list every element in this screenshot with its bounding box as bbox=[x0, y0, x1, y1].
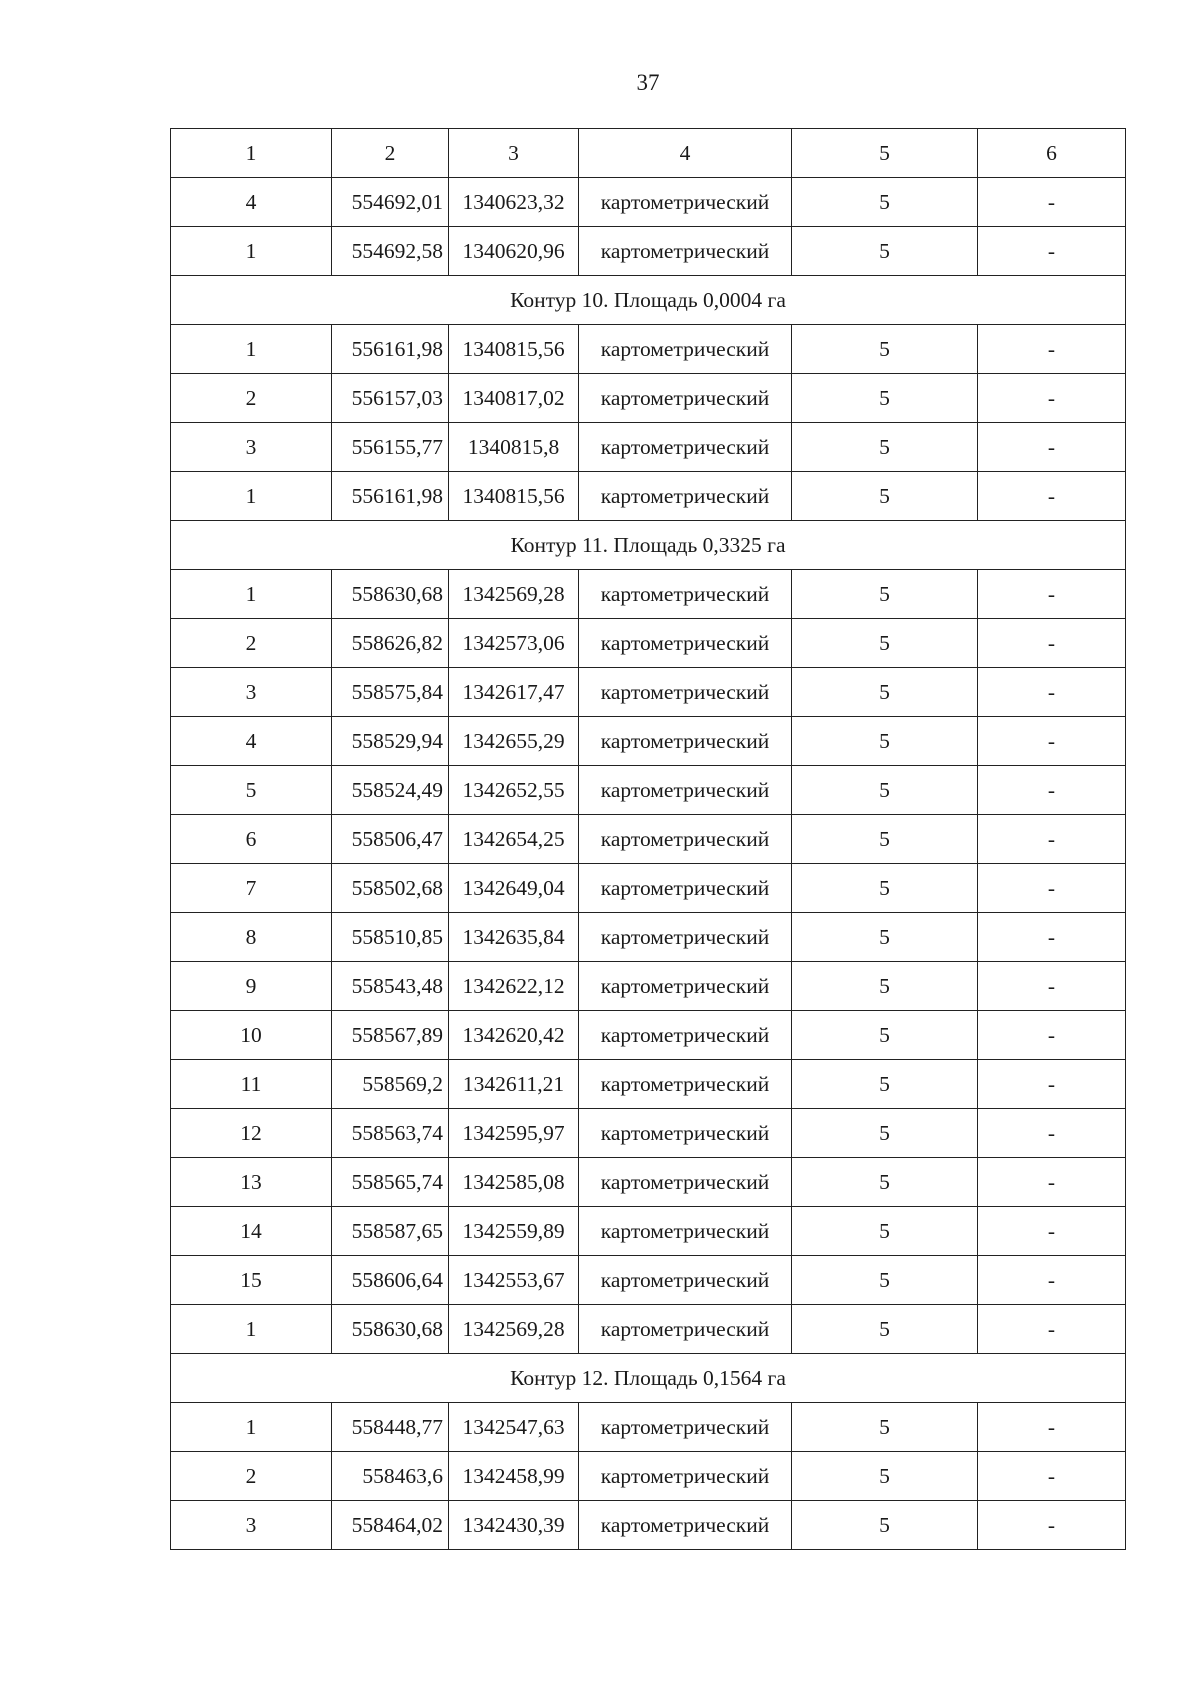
point-number-cell: 14 bbox=[171, 1207, 332, 1256]
method-cell: картометрический bbox=[579, 962, 792, 1011]
method-cell: картометрический bbox=[579, 1256, 792, 1305]
y-coordinate-cell: 1342652,55 bbox=[449, 766, 579, 815]
y-coordinate-cell: 1342620,42 bbox=[449, 1011, 579, 1060]
x-coordinate-cell: 558543,48 bbox=[332, 962, 449, 1011]
method-cell: картометрический bbox=[579, 815, 792, 864]
point-number-cell: 8 bbox=[171, 913, 332, 962]
point-number-cell: 2 bbox=[171, 374, 332, 423]
accuracy-cell: 5 bbox=[792, 619, 978, 668]
y-coordinate-cell: 1340620,96 bbox=[449, 227, 579, 276]
y-coordinate-cell: 1342622,12 bbox=[449, 962, 579, 1011]
table-row bbox=[171, 423, 1126, 472]
table-row bbox=[171, 1305, 1126, 1354]
contour-header-row bbox=[171, 521, 1126, 570]
accuracy-cell: 5 bbox=[792, 1305, 978, 1354]
x-coordinate-cell: 556157,03 bbox=[332, 374, 449, 423]
x-coordinate-cell: 558626,82 bbox=[332, 619, 449, 668]
x-coordinate-cell: 558510,85 bbox=[332, 913, 449, 962]
accuracy-cell: 5 bbox=[792, 423, 978, 472]
point-number-cell: 1 bbox=[171, 227, 332, 276]
point-number-cell: 1 bbox=[171, 472, 332, 521]
accuracy-cell: 5 bbox=[792, 1158, 978, 1207]
note-cell: - bbox=[978, 1403, 1126, 1452]
y-coordinate-cell: 1342585,08 bbox=[449, 1158, 579, 1207]
x-coordinate-cell: 558565,74 bbox=[332, 1158, 449, 1207]
table-row bbox=[171, 962, 1126, 1011]
header-cell-6: 6 bbox=[978, 129, 1126, 178]
point-number-cell: 1 bbox=[171, 1403, 332, 1452]
method-cell: картометрический bbox=[579, 374, 792, 423]
method-cell: картометрический bbox=[579, 423, 792, 472]
note-cell: - bbox=[978, 1305, 1126, 1354]
x-coordinate-cell: 558630,68 bbox=[332, 570, 449, 619]
table-row bbox=[171, 374, 1126, 423]
accuracy-cell: 5 bbox=[792, 227, 978, 276]
y-coordinate-cell: 1342654,25 bbox=[449, 815, 579, 864]
method-cell: картометрический bbox=[579, 1109, 792, 1158]
y-coordinate-cell: 1342573,06 bbox=[449, 619, 579, 668]
x-coordinate-cell: 558563,74 bbox=[332, 1109, 449, 1158]
method-cell: картометрический bbox=[579, 178, 792, 227]
contour-header-row bbox=[171, 1354, 1126, 1403]
method-cell: картометрический bbox=[579, 913, 792, 962]
method-cell: картометрический bbox=[579, 1501, 792, 1550]
note-cell: - bbox=[978, 423, 1126, 472]
x-coordinate-cell: 558448,77 bbox=[332, 1403, 449, 1452]
method-cell: картометрический bbox=[579, 227, 792, 276]
accuracy-cell: 5 bbox=[792, 668, 978, 717]
table-row bbox=[171, 1109, 1126, 1158]
table-header-row bbox=[171, 129, 1126, 178]
note-cell: - bbox=[978, 717, 1126, 766]
x-coordinate-cell: 556155,77 bbox=[332, 423, 449, 472]
y-coordinate-cell: 1342553,67 bbox=[449, 1256, 579, 1305]
method-cell: картометрический bbox=[579, 1452, 792, 1501]
y-coordinate-cell: 1342569,28 bbox=[449, 570, 579, 619]
point-number-cell: 4 bbox=[171, 717, 332, 766]
x-coordinate-cell: 558569,2 bbox=[332, 1060, 449, 1109]
y-coordinate-cell: 1342649,04 bbox=[449, 864, 579, 913]
accuracy-cell: 5 bbox=[792, 815, 978, 864]
x-coordinate-cell: 558606,64 bbox=[332, 1256, 449, 1305]
method-cell: картометрический bbox=[579, 472, 792, 521]
accuracy-cell: 5 bbox=[792, 1256, 978, 1305]
y-coordinate-cell: 1342430,39 bbox=[449, 1501, 579, 1550]
accuracy-cell: 5 bbox=[792, 864, 978, 913]
point-number-cell: 9 bbox=[171, 962, 332, 1011]
table-row bbox=[171, 864, 1126, 913]
header-cell-4: 4 bbox=[579, 129, 792, 178]
accuracy-cell: 5 bbox=[792, 1452, 978, 1501]
note-cell: - bbox=[978, 1501, 1126, 1550]
method-cell: картометрический bbox=[579, 1060, 792, 1109]
method-cell: картометрический bbox=[579, 1403, 792, 1452]
x-coordinate-cell: 558502,68 bbox=[332, 864, 449, 913]
point-number-cell: 15 bbox=[171, 1256, 332, 1305]
accuracy-cell: 5 bbox=[792, 1011, 978, 1060]
x-coordinate-cell: 558464,02 bbox=[332, 1501, 449, 1550]
x-coordinate-cell: 556161,98 bbox=[332, 472, 449, 521]
method-cell: картометрический bbox=[579, 1207, 792, 1256]
table-row bbox=[171, 325, 1126, 374]
y-coordinate-cell: 1340815,56 bbox=[449, 472, 579, 521]
point-number-cell: 13 bbox=[171, 1158, 332, 1207]
note-cell: - bbox=[978, 619, 1126, 668]
accuracy-cell: 5 bbox=[792, 1109, 978, 1158]
table-row bbox=[171, 717, 1126, 766]
method-cell: картометрический bbox=[579, 668, 792, 717]
table-row bbox=[171, 766, 1126, 815]
note-cell: - bbox=[978, 374, 1126, 423]
note-cell: - bbox=[978, 178, 1126, 227]
page-number: 37 bbox=[636, 70, 660, 95]
note-cell: - bbox=[978, 913, 1126, 962]
point-number-cell: 1 bbox=[171, 570, 332, 619]
x-coordinate-cell: 558529,94 bbox=[332, 717, 449, 766]
accuracy-cell: 5 bbox=[792, 1060, 978, 1109]
contour-title: Контур 11. Площадь 0,3325 га bbox=[171, 521, 1126, 570]
table-row bbox=[171, 178, 1126, 227]
table-row bbox=[171, 668, 1126, 717]
accuracy-cell: 5 bbox=[792, 1403, 978, 1452]
note-cell: - bbox=[978, 1109, 1126, 1158]
accuracy-cell: 5 bbox=[792, 962, 978, 1011]
x-coordinate-cell: 554692,01 bbox=[332, 178, 449, 227]
x-coordinate-cell: 556161,98 bbox=[332, 325, 449, 374]
note-cell: - bbox=[978, 325, 1126, 374]
x-coordinate-cell: 558463,6 bbox=[332, 1452, 449, 1501]
note-cell: - bbox=[978, 570, 1126, 619]
y-coordinate-cell: 1342458,99 bbox=[449, 1452, 579, 1501]
note-cell: - bbox=[978, 962, 1126, 1011]
table-row bbox=[171, 1060, 1126, 1109]
contour-header-row bbox=[171, 276, 1126, 325]
note-cell: - bbox=[978, 668, 1126, 717]
accuracy-cell: 5 bbox=[792, 325, 978, 374]
y-coordinate-cell: 1342611,21 bbox=[449, 1060, 579, 1109]
x-coordinate-cell: 554692,58 bbox=[332, 227, 449, 276]
note-cell: - bbox=[978, 766, 1126, 815]
method-cell: картометрический bbox=[579, 864, 792, 913]
note-cell: - bbox=[978, 1011, 1126, 1060]
point-number-cell: 2 bbox=[171, 619, 332, 668]
x-coordinate-cell: 558524,49 bbox=[332, 766, 449, 815]
table-body bbox=[171, 178, 1126, 1550]
table-row bbox=[171, 1256, 1126, 1305]
note-cell: - bbox=[978, 1060, 1126, 1109]
y-coordinate-cell: 1342559,89 bbox=[449, 1207, 579, 1256]
contour-title: Контур 12. Площадь 0,1564 га bbox=[171, 1354, 1126, 1403]
method-cell: картометрический bbox=[579, 717, 792, 766]
note-cell: - bbox=[978, 1452, 1126, 1501]
y-coordinate-cell: 1342569,28 bbox=[449, 1305, 579, 1354]
table-row bbox=[171, 1158, 1126, 1207]
table-row bbox=[171, 1207, 1126, 1256]
accuracy-cell: 5 bbox=[792, 374, 978, 423]
note-cell: - bbox=[978, 227, 1126, 276]
point-number-cell: 2 bbox=[171, 1452, 332, 1501]
accuracy-cell: 5 bbox=[792, 913, 978, 962]
y-coordinate-cell: 1342595,97 bbox=[449, 1109, 579, 1158]
point-number-cell: 4 bbox=[171, 178, 332, 227]
table-row bbox=[171, 570, 1126, 619]
method-cell: картометрический bbox=[579, 325, 792, 374]
table-row bbox=[171, 1011, 1126, 1060]
y-coordinate-cell: 1340815,8 bbox=[449, 423, 579, 472]
table-row bbox=[171, 1501, 1126, 1550]
method-cell: картометрический bbox=[579, 766, 792, 815]
point-number-cell: 12 bbox=[171, 1109, 332, 1158]
accuracy-cell: 5 bbox=[792, 178, 978, 227]
accuracy-cell: 5 bbox=[792, 766, 978, 815]
note-cell: - bbox=[978, 1207, 1126, 1256]
point-number-cell: 7 bbox=[171, 864, 332, 913]
y-coordinate-cell: 1340817,02 bbox=[449, 374, 579, 423]
method-cell: картометрический bbox=[579, 1158, 792, 1207]
method-cell: картометрический bbox=[579, 619, 792, 668]
accuracy-cell: 5 bbox=[792, 472, 978, 521]
y-coordinate-cell: 1342635,84 bbox=[449, 913, 579, 962]
y-coordinate-cell: 1342655,29 bbox=[449, 717, 579, 766]
point-number-cell: 3 bbox=[171, 1501, 332, 1550]
note-cell: - bbox=[978, 864, 1126, 913]
table-row bbox=[171, 1403, 1126, 1452]
method-cell: картометрический bbox=[579, 570, 792, 619]
point-number-cell: 3 bbox=[171, 668, 332, 717]
accuracy-cell: 5 bbox=[792, 1501, 978, 1550]
accuracy-cell: 5 bbox=[792, 717, 978, 766]
y-coordinate-cell: 1340623,32 bbox=[449, 178, 579, 227]
x-coordinate-cell: 558506,47 bbox=[332, 815, 449, 864]
method-cell: картометрический bbox=[579, 1011, 792, 1060]
note-cell: - bbox=[978, 1256, 1126, 1305]
x-coordinate-cell: 558587,65 bbox=[332, 1207, 449, 1256]
table-row bbox=[171, 815, 1126, 864]
header-cell-3: 3 bbox=[449, 129, 579, 178]
y-coordinate-cell: 1342617,47 bbox=[449, 668, 579, 717]
table-row bbox=[171, 619, 1126, 668]
point-number-cell: 1 bbox=[171, 1305, 332, 1354]
x-coordinate-cell: 558575,84 bbox=[332, 668, 449, 717]
header-cell-2: 2 bbox=[332, 129, 449, 178]
point-number-cell: 1 bbox=[171, 325, 332, 374]
y-coordinate-cell: 1342547,63 bbox=[449, 1403, 579, 1452]
table-row bbox=[171, 1452, 1126, 1501]
note-cell: - bbox=[978, 815, 1126, 864]
contour-title: Контур 10. Площадь 0,0004 га bbox=[171, 276, 1126, 325]
accuracy-cell: 5 bbox=[792, 1207, 978, 1256]
point-number-cell: 6 bbox=[171, 815, 332, 864]
point-number-cell: 10 bbox=[171, 1011, 332, 1060]
point-number-cell: 3 bbox=[171, 423, 332, 472]
coordinates-table bbox=[170, 128, 1126, 1550]
note-cell: - bbox=[978, 472, 1126, 521]
y-coordinate-cell: 1340815,56 bbox=[449, 325, 579, 374]
point-number-cell: 5 bbox=[171, 766, 332, 815]
x-coordinate-cell: 558630,68 bbox=[332, 1305, 449, 1354]
x-coordinate-cell: 558567,89 bbox=[332, 1011, 449, 1060]
header-cell-1: 1 bbox=[171, 129, 332, 178]
table-row bbox=[171, 472, 1126, 521]
header-cell-5: 5 bbox=[792, 129, 978, 178]
table-row bbox=[171, 913, 1126, 962]
method-cell: картометрический bbox=[579, 1305, 792, 1354]
note-cell: - bbox=[978, 1158, 1126, 1207]
point-number-cell: 11 bbox=[171, 1060, 332, 1109]
accuracy-cell: 5 bbox=[792, 570, 978, 619]
table-row bbox=[171, 227, 1126, 276]
